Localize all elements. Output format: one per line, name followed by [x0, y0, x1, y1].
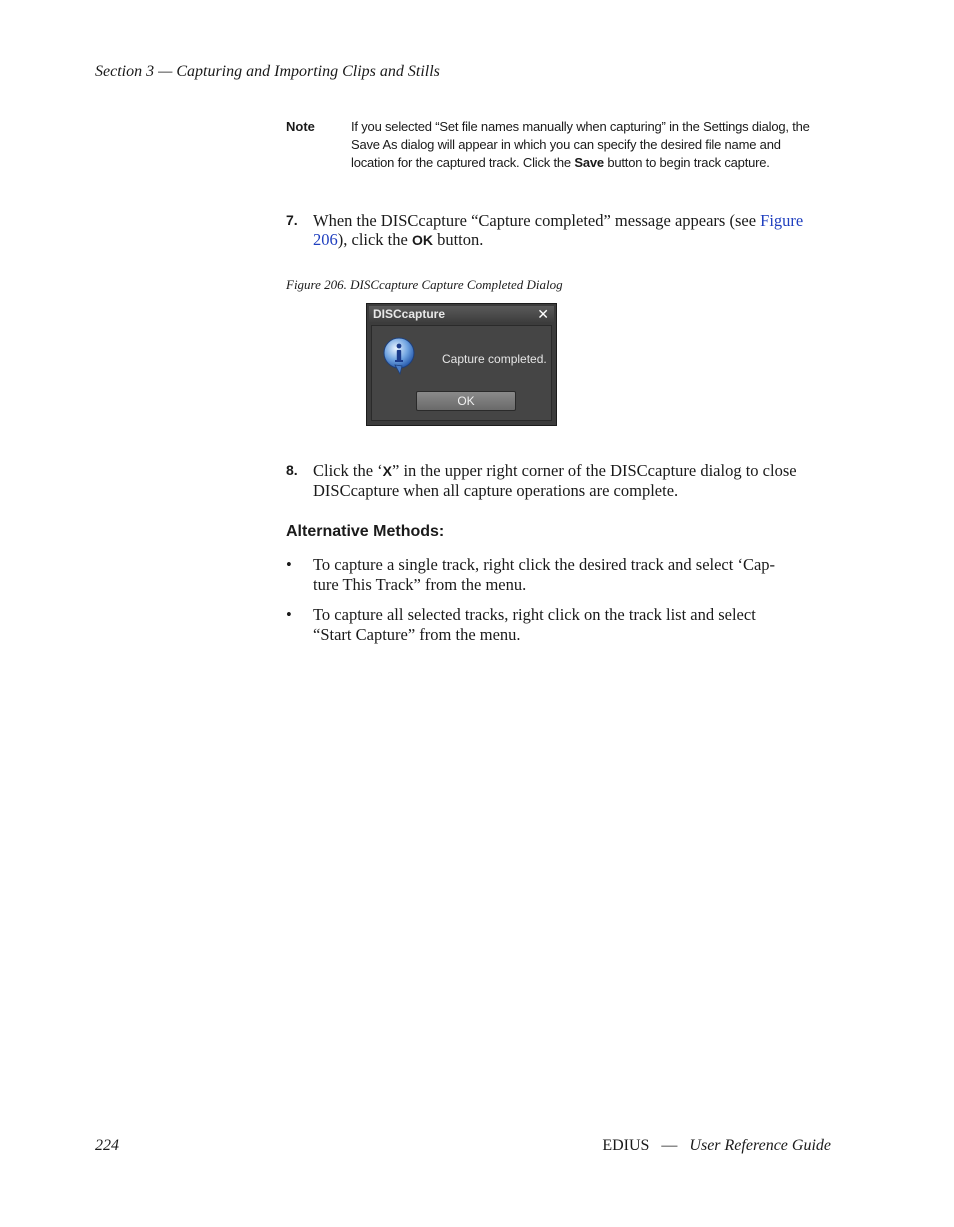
figure-206-link[interactable]: Figure 206	[313, 211, 804, 249]
close-key-reference: X	[382, 463, 392, 479]
page-number: 224	[95, 1137, 119, 1154]
bullet-text	[313, 605, 828, 645]
step-7-text-end: button.	[432, 230, 484, 249]
figure-caption: Figure 206. DISCcapture Capture Completed Dialog	[286, 277, 563, 292]
dialog-titlebar[interactable]	[369, 306, 554, 322]
bullet-line: “Start Capture” from the menu.	[313, 625, 521, 644]
footer-guide: User Reference Guide	[689, 1137, 831, 1154]
note-text	[351, 118, 811, 172]
step-8-text-end: ” in the upper right corner of the DISCcapture dialog to close DISCcapture when all capture operations are complete.	[313, 461, 797, 500]
bullet-line: To capture a single track, right click the desired track and select ‘Cap-	[313, 555, 776, 574]
bullet-mark: •	[286, 605, 292, 624]
running-footer	[602, 1137, 831, 1155]
step-7-text-middle: ), click the	[337, 230, 412, 249]
dialog-message: Capture completed.	[442, 352, 547, 366]
save-button-reference: Save	[574, 155, 604, 170]
disccapture-dialog	[366, 303, 557, 426]
step-7-text-start: When the DISCcapture “Capture completed” message appears (see	[313, 211, 761, 230]
bullet-line: To capture all selected tracks, right click on the track list and select	[313, 605, 756, 624]
footer-product: EDIUS	[602, 1137, 650, 1154]
close-icon[interactable]: ✕	[537, 306, 549, 322]
ok-button[interactable]: OK	[416, 391, 516, 411]
note-text-start: If you selected “Set file names manually when capturing” in the Settings dialog, the Save As dialog will appear in which you can specify the desired file name and location for the captured track. Click the	[351, 119, 810, 170]
alternative-methods-heading: Alternative Methods:	[286, 523, 445, 540]
bullet-text	[313, 555, 828, 595]
footer-separator: —	[661, 1137, 678, 1154]
bullet-mark: •	[286, 555, 292, 574]
step-text	[313, 461, 833, 500]
step-8-text-start: Click the ‘	[313, 461, 383, 480]
note-label: Note	[286, 119, 315, 134]
ok-button-reference: OK	[411, 232, 433, 248]
dialog-title: DISCcapture	[373, 307, 446, 321]
dialog-body	[371, 325, 552, 421]
step-number: 8.	[286, 462, 298, 478]
bullet-line: ture This Track” from the menu.	[313, 575, 527, 594]
step-text	[313, 211, 833, 250]
info-icon	[382, 337, 416, 375]
note-text-end: button to begin track capture.	[603, 155, 770, 170]
step-number: 7.	[286, 212, 298, 228]
running-header: Section 3 — Capturing and Importing Clips and Stills	[95, 63, 440, 80]
